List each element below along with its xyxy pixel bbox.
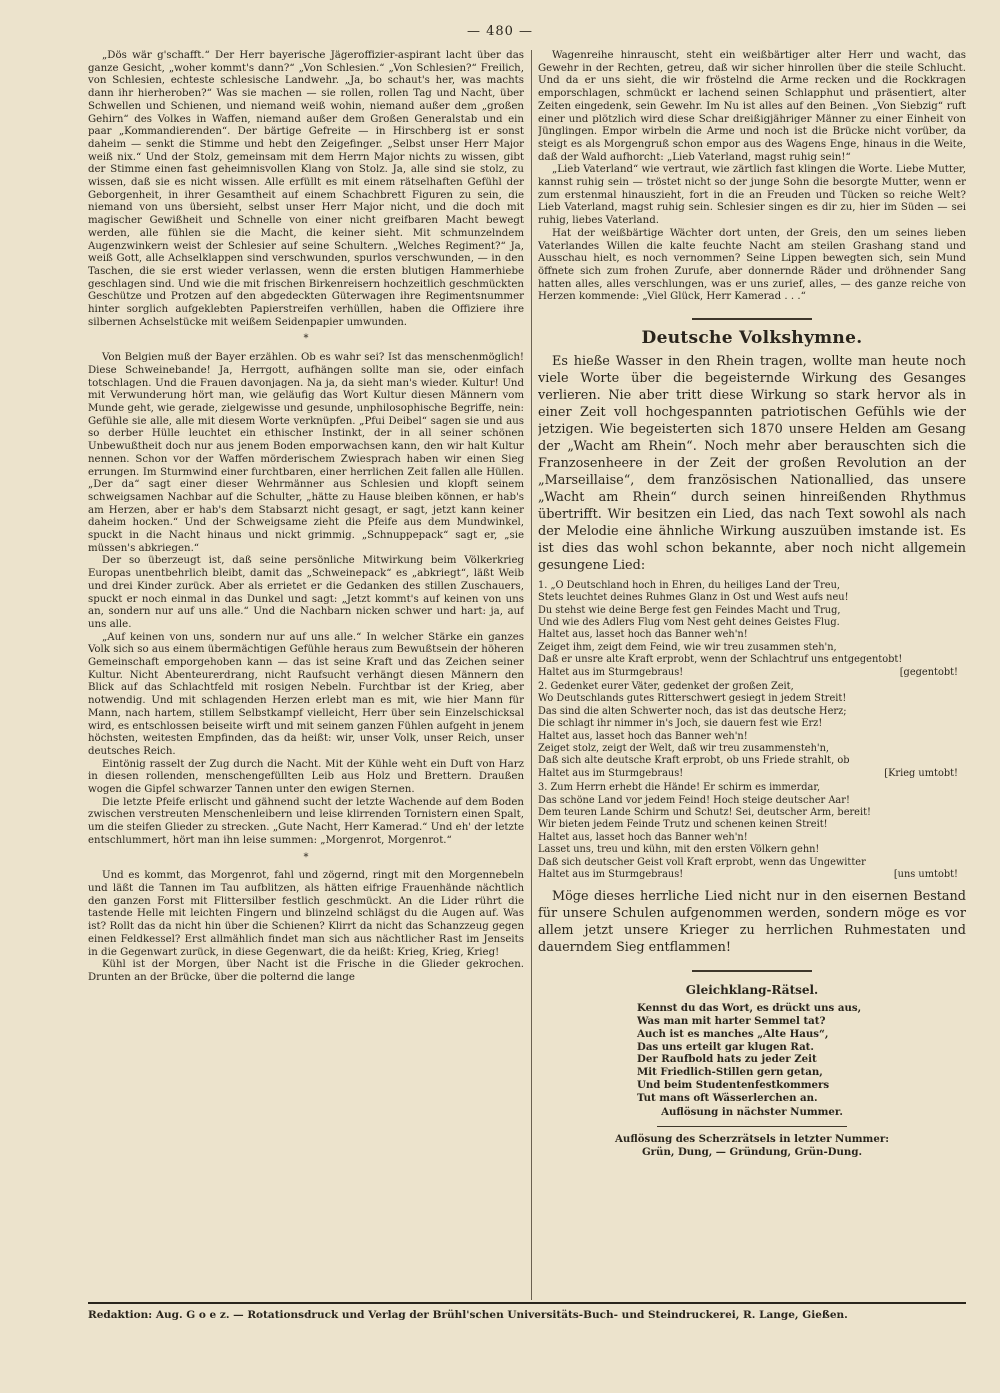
- song-line: 3. Zum Herrn erhebt die Hände! Er schirm es immerdar,: [538, 782, 821, 794]
- imprint-footer: Redaktion: Aug. G o e z. — Rotationsdruck und Verlag der Brühl'schen Universitäts-Buch- und Steindruckerei, R. Lange, Gießen.: [88, 1309, 848, 1321]
- song-line: Haltet aus, lasset hoch das Banner weh'n!: [538, 629, 748, 641]
- song-lyrics: [538, 580, 966, 882]
- song-line: Du stehst wie deine Berge fest gen Feindes Macht und Trug,: [538, 604, 841, 616]
- paragraph: „Dös wär g'schafft.“ Der Herr bayerische Jägeroffizier-aspirant lacht über das ganze Gesicht, „woher kommt's dann?“ „Von Schlesien.“ „Von Schlesien?“ Freilich, von Schlesien, echteste schlesische Landwehr. „Ja, bo schaut's her, was machts dann ihr hierheroben?“ Was sie machen — sie rollen, rollen Tag und Nacht, über Schwellen und Schienen, und niemand weiß wohin, niemand außer dem „großen Gehirn“ des Volkes in Waffen, niemand außer dem Großen Generalstab und ein paar „Kommandierenden“. Der bärtige Gefreite — in Hirschberg ist er sonst daheim — senkt die Stimme und hebt den Zeigefinger. „Selbst unser Herr Major weiß nix.“ Und der Stolz, gemeinsam mit dem Herrn Major nichts zu wissen, gibt der Stimme einen fast geheimnisvollen Klang von Stolz. Ja, alle sind sie stolz, zu wissen, daß sie es nicht wissen. Alle erfüllt es mit einem rätselhaften Gefühl der Geborgenheit, in ihrer Gesamtheit auf einem Schachbrett Figuren zu sein, die niemand von uns übersieht, selbst unser Herr Major nicht, und die doch mit magischer Gewißheit und Schnelle von einer nicht greifbaren Macht bewegt werden, alle fühlen sie die Macht, die keiner sieht. Mit schmunzelndem Augenzwinkern weist der Schlesier auf seine Schultern. „Welches Regiment?“ Ja, weiß Gott, alle Achselklappen sind verschwunden, spurlos verschwunden, — in den Taschen, die sie erst wieder verlassen, wenn die ersten blutigen Hammerhiebe geschlagen sind. Und wie die mit frischen Birkenreisern hochzeitlich geschmückten Geschütze und Protzen auf den abgedeckten Güterwagen ihre Regimentsnummer hinter sorglich aufgeklebten Papierstreifen verhüllen, haben die Offiziere ihre silbernen Achselstücke mit weißem Seidenpapier umwunden.: [88, 50, 524, 328]
- left-column: [88, 50, 524, 1302]
- paragraph: Wagenreihe hinrauscht, steht ein weißbärtiger alter Herr und wacht, das Gewehr in der Rechten, getreu, daß wir sicher hinrollen über die steile Schlucht. Und da er uns sieht, die wir fröstelnd die Arme recken und die Rockkragen emporschlagen, schmückt er lachend seinen Schlapphut und präsentiert, alter Zeiten eingedenk, sein Gewehr. Im Nu ist alles auf den Beinen. „Von Siebzig“ ruft einer und plötzlich wird diese Schar dreißigjähriger Männer zu einer Einheit von Jünglingen. Empor wirbeln die Arme und noch ist die Brücke nicht vorüber, da steigt es als Morgengruß schon empor aus des Wagens Enge, hinaus in die Weite, daß der Wald aufhorcht: „Lieb Vaterland, magst ruhig sein!“: [538, 50, 966, 163]
- song-refrain: [538, 869, 966, 881]
- section-separator: *: [303, 333, 309, 345]
- song-line: Stets leuchtet deines Ruhmes Glanz in Ost und West aufs neu!: [538, 592, 849, 604]
- refrain-text: Haltet aus im Sturmgebraus!: [538, 869, 684, 881]
- paragraph: Hat der weißbärtige Wächter dort unten, der Greis, den um seines lieben Vaterlandes Willen die kalte feuchte Nacht am steilen Grashang stand und Ausschau hielt, es noch vernommen? Seine Lippen bewegten sich, sein Mund öffnete sich zum frohen Zurufe, aber donnernde Räder und dröhnender Sang hatten alles, alles verschlungen, was er uns zurief, alles, — des ganze reiche von Herzen kommende: „Viel Glück, Herr Kamerad . . .“: [538, 227, 966, 303]
- song-line: Das schöne Land vor jedem Feind! Hoch steige deutscher Aar!: [538, 794, 850, 806]
- song-line: Daß sich alte deutsche Kraft erprobt, ob uns Friede strahlt, ob: [538, 755, 850, 767]
- column-divider: [531, 50, 532, 1300]
- solution-title: Auflösung des Scherzrätsels in letzter Nummer:: [615, 1133, 889, 1146]
- paragraph: „Lieb Vaterland“ wie vertraut, wie zärtlich fast klingen die Worte. Liebe Mutter, kannst ruhig sein — tröstet nicht so der junge Sohn die besorgte Mutter, wenn er zum erstenmal hinauszieht, fort in die an Freuden und Tücken so reiche Welt? Lieb Vaterland, magst ruhig sein. Schlesier singen es dir zu, hier im Süden — sei ruhig, liebes Vaterland.: [538, 164, 966, 227]
- article-intro: Es hieße Wasser in den Rhein tragen, wollte man heute noch viele Worte über die begeisternde Wirkung des Gesanges verlieren. Nie aber tritt diese Wirkung so stark hervor als in einer Zeit voll hochgespannten patriotischen Gefühls wie der jetzigen. Wie begeisterten sich 1870 unsere Helden am Gesang der „Wacht am Rhein“. Noch mehr aber berauschten sich die Franzosenheere in der Zeit der großen Revolution an der „Marseillaise“, dem französischen Nationallied, das unsere „Wacht am Rhein“ durch seinen hinreißenden Rhythmus übertrifft. Wir besitzen ein Lied, das nach Text sowohl als nach der Melodie eine ähnliche Wirkung auszuüben imstande ist. Es ist dies das wohl schon bekannte, aber noch nicht allgemein gesungene Lied:: [538, 353, 966, 573]
- song-line: Und wie des Adlers Flug vom Nest geht deines Geistes Flug.: [538, 616, 840, 628]
- refrain-continuation: [uns umtobt!: [893, 869, 958, 881]
- section-rule: [692, 318, 812, 320]
- article-closing: Möge dieses herrliche Lied nicht nur in den eisernen Bestand für unsere Schulen aufgenommen werden, sondern möge es vor allem jetzt unsere Krieger zu herrlichen Ruhmestaten und dauerndem Sieg entflammen!: [538, 888, 966, 955]
- riddle-poem: [637, 1002, 867, 1118]
- section-separator: *: [303, 851, 309, 863]
- page-number: — 480 —: [466, 24, 534, 39]
- riddle-line: Das uns erteilt gar klugen Rat.: [637, 1040, 814, 1053]
- paragraph: Der so überzeugt ist, daß seine persönliche Mitwirkung beim Völkerkrieg Europas unentbehrlich bleibt, damit das „Schweinepack“ es „abkriegt“, läßt Weib und drei Kinder zurück. Aber als errietet er die Gedanken des stillen Zuschauers, spuckt er noch einmal in das Dunkel und sagt: „Jetzt kommt's auf keinen von uns an, sondern nur auf uns alle.“ Und die Nachbarn nicken schwer und hart: ja, auf uns alle.: [88, 555, 524, 630]
- section-rule: [657, 1126, 847, 1127]
- song-line: Zeiget stolz, zeigt der Welt, daß wir treu zusammensteh'n,: [538, 743, 830, 755]
- refrain-text: Haltet aus im Sturmgebraus!: [538, 666, 684, 678]
- riddle-line: Mit Friedlich-Stillen gern getan,: [637, 1066, 823, 1079]
- riddle-line: Der Raufbold hats zu jeder Zeit: [637, 1053, 817, 1066]
- song-stanza: [538, 580, 966, 679]
- riddle-line: Tut mans oft Wässerlerchen an.: [637, 1091, 818, 1104]
- riddle-line: Was man mit harter Semmel tat?: [637, 1015, 826, 1028]
- riddle-line: Und beim Studentenfestkommers: [637, 1079, 830, 1091]
- section-rule: [692, 970, 812, 972]
- song-refrain: [538, 667, 966, 679]
- song-stanza: [538, 782, 966, 881]
- paragraph: Und es kommt, das Morgenrot, fahl und zögernd, ringt mit den Morgennebeln und läßt die Tannen im Tau aufblitzen, als hätten eifrige Frauenhände nächtlich den ganzen Forst mit Flittersilber festlich geschmückt. An die Lider rührt die tastende Helle mit leichten Fingern und blinzelnd schlägst du die Augen auf. Was ist? Rollt das da nicht hin über die Schienen? Klirrt da nicht das Schanzzeug gegen einen Feldkessel? Erst allmählich findet man sich aus nächtlicher Rast im Jenseits in die Gegenwart zurück, in diese Gegenwart, die da heißt: Krieg, Krieg, Krieg!: [88, 870, 524, 958]
- song-line: Haltet aus, lasset hoch das Banner weh'n!: [538, 831, 748, 843]
- paragraph: Eintönig rasselt der Zug durch die Nacht. Mit der Kühle weht ein Duft von Harz in diesen rollenden, menschengefüllten Leib aus Holz und Brettern. Draußen wogen die Gipfel schwarzer Tannen unter den ewigen Sternen.: [88, 758, 524, 796]
- riddle-line: Auch ist es manches „Alte Haus“,: [637, 1027, 829, 1040]
- song-line: Zeiget ihm, zeigt dem Feind, wie wir treu zusammen steh'n,: [538, 641, 837, 653]
- article-title: Deutsche Volkshymne.: [641, 328, 863, 349]
- song-line: 1. „O Deutschland hoch in Ehren, du heiliges Land der Treu,: [538, 579, 840, 591]
- footer-rule: [88, 1302, 966, 1304]
- riddle-title: Gleichklang-Rätsel.: [685, 982, 819, 997]
- song-line: Wo Deutschlands gutes Ritterschwert gesiegt in jedem Streit!: [538, 693, 847, 705]
- riddle-line: Kennst du das Wort, es drückt uns aus,: [637, 1002, 862, 1015]
- riddle-solution-hint: Auflösung in nächster Nummer.: [661, 1105, 843, 1118]
- song-line: Dem teuren Lande Schirm und Schutz! Sei, deutscher Arm, bereit!: [538, 807, 871, 819]
- song-line: 2. Gedenket eurer Väter, gedenket der großen Zeit,: [538, 681, 794, 693]
- paragraph: Von Belgien muß der Bayer erzählen. Ob es wahr sei? Ist das menschenmöglich! Diese Schweinebande! Ja, Herrgott, aufhängen sollte man sie, oder einfach totschlagen. Und die Frauen davonjagen. Na ja, da sieht man's wieder. Kultur! Und mit Verwunderung hört man, wie geläufig das Wort Kultur diesen Männern vom Munde geht, wie gerade, zielgewisse und gesunde, unphilosophische Begriffe, nein: Gefühle sie alle, alle mit diesem Worte verknüpfen. „Pfui Deibel“ sagen sie und aus so derber Hülle leuchtet ein ethischer Instinkt, der in all seiner schönen Unbewußtheit doch nur aus jenem Boden emporwachsen kann, den wir halt Kultur nennen. Schon vor der Waffen mörderischem Zwiesprach haben wir einen Sieg errungen. Im Sturmwind einer furchtbaren, einer herrlichen Zeit fallen alle Hüllen. „Der da“ sagt einer dieser Wehrmänner aus Schlesien und klopft seinem schweigsamen Nachbar auf die Schulter, „hätte zu Hause bleiben können, er hab's am Herzen, aber er hab's dem Stabsarzt nicht gesagt, er sagt, jetzt kann keiner daheim hocken.“ Und der Schweigsame zieht die Pfeife aus dem Mundwinkel, spuckt in die Nacht hinaus und nickt grimmig. „Schnuppepack“ sagt er, „sie müssen's abkriegen.“: [88, 352, 524, 554]
- song-refrain: [538, 768, 966, 780]
- song-line: Wir bieten jedem Feinde Trutz und schenen keinen Streit!: [538, 819, 828, 831]
- solution-text: Grün, Dung, — Gründung, Grün-Dung.: [641, 1146, 863, 1159]
- refrain-continuation: [Krieg umtobt!: [884, 767, 958, 779]
- refrain-text: Haltet aus im Sturmgebraus!: [538, 767, 684, 779]
- right-column: [538, 50, 966, 1302]
- song-line: Lasset uns, treu und kühn, mit den ersten Völkern gehn!: [538, 844, 820, 856]
- paragraph: „Auf keinen von uns, sondern nur auf uns alle.“ In welcher Stärke ein ganzes Volk sich so aus einem übermächtigen Gefühle heraus zum Bewußtsein der höheren Gemeinschaft emporgehoben kann — das ist seine Kraft und das Zeichen seiner Kultur. Nicht Abenteurerdrang, nicht Raufsucht verhängt diesen Männern den Blick auf das Schlachtfeld mit rosigen Nebeln. Furchtbar ist der Krieg, aber notwendig. Und mit schlagenden Herzen erlebt man es mit, wie hier Mann für Mann, nach hartem, stillem Selbstkampf vielleicht, Herr über sein Einzelschicksal wird, es entschlossen beiseite wirft und mit seinem ganzen Fühlen aufgeht in jenem höchsten, weitesten Empfinden, das da heißt: wir, unser Volk, unser Reich, unser deutsches Reich.: [88, 631, 524, 757]
- song-line: Das sind die alten Schwerter noch, das ist das deutsche Herz;: [538, 705, 847, 717]
- song-stanza: [538, 681, 966, 780]
- refrain-continuation: [gegentobt!: [899, 666, 958, 678]
- song-line: Die schlagt ihr nimmer in's Joch, sie dauern fest wie Erz!: [538, 718, 823, 730]
- paragraph: Die letzte Pfeife erlischt und gähnend sucht der letzte Wachende auf dem Boden zwischen verstreuten Menschenleibern und leise klirrenden Tornistern einen Spalt, um die steifen Glieder zu strecken. „Gute Nacht, Herr Kamerad.“ Und eh' der letzte entschlummert, hört man ihn leise summen: „Morgenrot, Morgenrot.“: [88, 796, 524, 846]
- song-line: Haltet aus, lasset hoch das Banner weh'n!: [538, 730, 748, 742]
- paragraph: Kühl ist der Morgen, über Nacht ist die Frische in die Glieder gekrochen. Drunten an der Brücke, über die polternd die lange: [88, 959, 524, 983]
- song-line: Daß er unsre alte Kraft erprobt, wenn der Schlachtruf uns entgegentobt!: [538, 654, 903, 666]
- song-line: Daß sich deutscher Geist voll Kraft erprobt, wenn das Ungewitter: [538, 856, 866, 868]
